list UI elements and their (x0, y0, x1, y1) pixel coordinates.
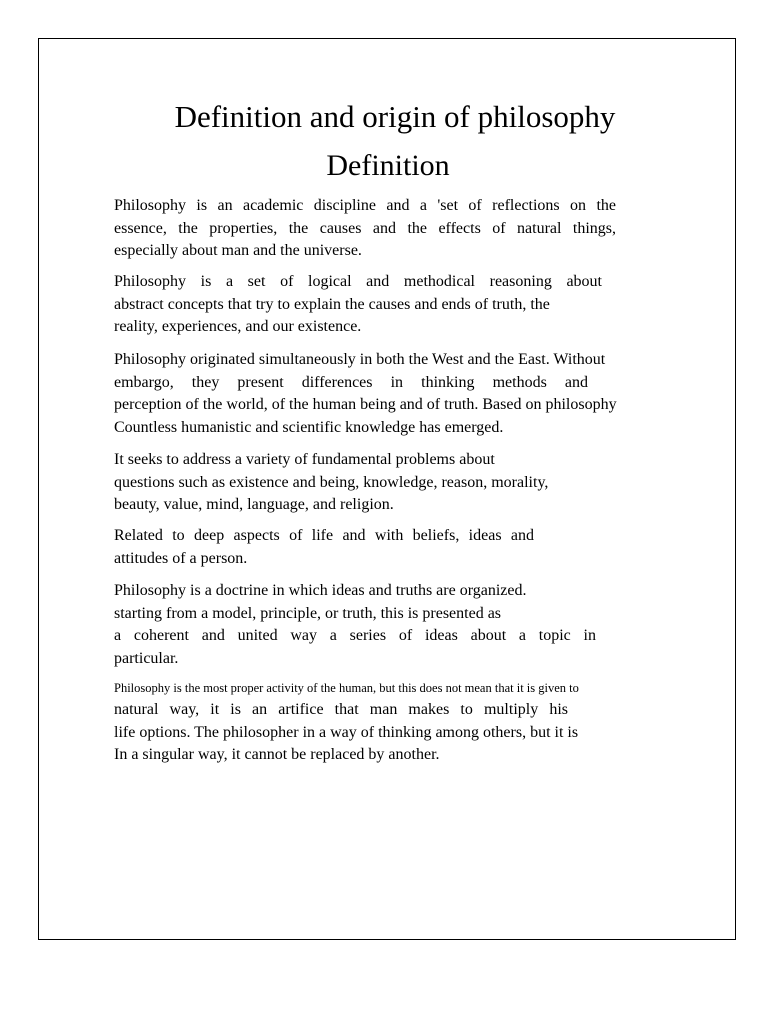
paragraph-1 (114, 195, 616, 263)
paragraph-4 (114, 449, 586, 517)
paragraph-line: perception of the world, of the human being and of truth. Based on philosophy (114, 396, 617, 413)
paragraph-line: Philosophy originated simultaneously in both the West and the East. Without (114, 351, 606, 368)
paragraph-line: Countless humanistic and scientific knowledge has emerged. (114, 418, 504, 436)
paragraph-line: abstract concepts that try to explain the causes and ends of truth, the (114, 295, 550, 313)
paragraph-line: In a singular way, it cannot be replaced by another. (114, 746, 440, 763)
document-title: Definition and origin of philosophy (174, 99, 616, 134)
paragraph-line: attitudes of a person. (114, 549, 248, 567)
paragraph-line: It seeks to address a variety of fundamental problems about (114, 451, 495, 468)
paragraph-5 (114, 525, 534, 570)
paragraph-line: especially about man and the universe. (114, 242, 362, 259)
paragraph-line: a coherent and united way a series of ideas about a topic in (114, 627, 596, 644)
paragraph-2 (114, 271, 602, 339)
paragraph-3 (114, 349, 617, 439)
paragraph-line: beauty, value, mind, language, and religion. (114, 496, 394, 513)
paragraph-line: Philosophy is an academic discipline and a 'set of reflections on the (114, 197, 616, 214)
document-subtitle: Definition (326, 149, 450, 182)
paragraph-line: Philosophy is the most proper activity of the human, but this does not mean that it is given to (114, 681, 579, 695)
paragraph-line: Related to deep aspects of life and with beliefs, ideas and (114, 527, 534, 544)
paragraph-6 (114, 580, 596, 670)
paragraph-line: particular. (114, 649, 179, 667)
paragraph-line: embargo, they present differences in thinking methods and (114, 373, 588, 391)
paragraph-line: questions such as existence and being, knowledge, reason, morality, (114, 473, 549, 491)
paragraph-line: life options. The philosopher in a way of thinking among others, but it is (114, 723, 579, 741)
paragraph-line: essence, the properties, the causes and the effects of natural things, (114, 219, 616, 237)
paragraph-line: Philosophy is a doctrine in which ideas and truths are organized. (114, 582, 527, 599)
paragraph-line: starting from a model, principle, or truth, this is presented as (114, 604, 502, 622)
paragraph-line: natural way, it is an artifice that man makes to multiply his (114, 701, 568, 718)
paragraph-line: reality, experiences, and our existence. (114, 318, 362, 335)
paragraph-line: Philosophy is a set of logical and methodical reasoning about (114, 273, 602, 290)
paragraph-7 (114, 677, 644, 767)
